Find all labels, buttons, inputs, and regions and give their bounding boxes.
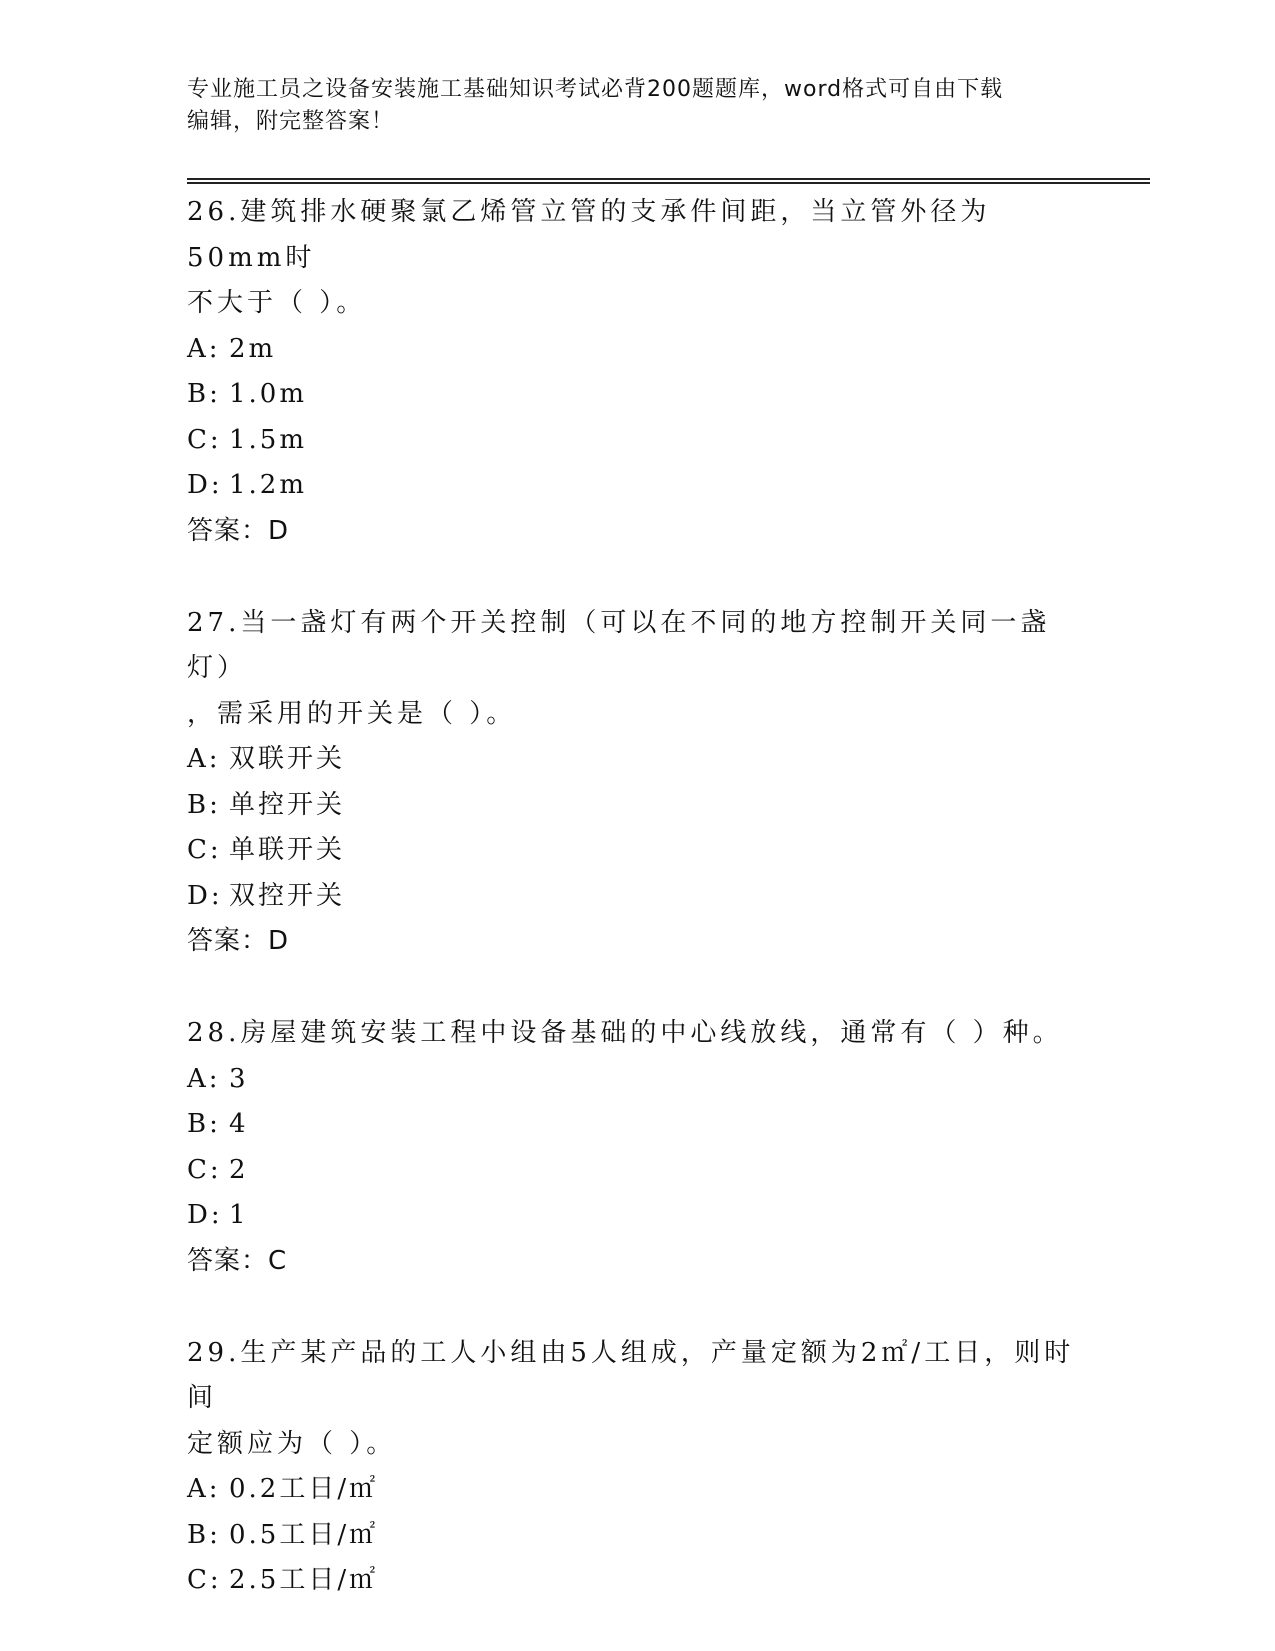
option-letter: C:	[187, 424, 222, 455]
option-letter: A:	[187, 1063, 221, 1094]
option-a	[187, 737, 1087, 783]
question-26	[187, 190, 1087, 554]
answer-line: 答案：D	[187, 926, 290, 956]
option-a	[187, 1467, 1087, 1513]
option-text: 2	[229, 1154, 249, 1185]
option-letter: A:	[187, 744, 221, 774]
option-d	[187, 1193, 1087, 1239]
option-letter: B:	[187, 789, 221, 820]
option-letter: B:	[187, 379, 221, 409]
answer-line: 答案：D	[187, 515, 290, 546]
option-text: 1	[229, 1200, 249, 1230]
option-text: 1.2m	[229, 470, 308, 500]
option-text: 双联开关	[229, 744, 346, 774]
option-letter: C:	[187, 1154, 222, 1185]
question-29	[187, 1331, 1087, 1604]
option-text: 4	[229, 1109, 249, 1139]
option-text: 0.5工日/㎡	[229, 1519, 379, 1550]
option-a	[187, 327, 1087, 373]
option-b	[187, 783, 1087, 829]
option-text: 双控开关	[229, 880, 346, 911]
document-header	[187, 74, 1067, 138]
option-letter: D:	[187, 1200, 223, 1230]
answer-line: 答案：C	[187, 1245, 288, 1276]
option-letter: D:	[187, 880, 223, 911]
option-letter: C:	[187, 835, 222, 865]
option-letter: C:	[187, 1565, 222, 1595]
option-letter: B:	[187, 1519, 221, 1550]
option-text: 单控开关	[229, 789, 346, 820]
option-letter: D:	[187, 470, 223, 500]
option-d	[187, 874, 1087, 920]
option-d	[187, 463, 1087, 509]
question-list	[187, 190, 1087, 1651]
option-text: 1.5m	[229, 424, 308, 455]
header-title-line-1: 专业施工员之设备安装施工基础知识考试必背200题题库，word格式可自由下载	[187, 77, 1004, 102]
question-stem: 不大于（ ）。	[187, 288, 367, 318]
option-c	[187, 1148, 1087, 1194]
question-28	[187, 1011, 1087, 1284]
option-text: 单联开关	[229, 835, 346, 865]
option-c	[187, 1558, 1087, 1604]
option-letter: B:	[187, 1109, 221, 1139]
question-stem: ，需采用的开关是（ ）。	[187, 698, 517, 729]
option-c	[187, 418, 1087, 464]
option-text: 2.5工日/㎡	[229, 1565, 379, 1595]
question-stem: 28.房屋建筑安装工程中设备基础的中心线放线，通常有（ ）种。	[187, 1018, 1063, 1048]
question-stem: 27.当一盏灯有两个开关控制（可以在不同的地方控制开关同一盏灯）	[187, 607, 1051, 683]
option-b	[187, 1102, 1087, 1148]
question-stem: 29.生产某产品的工人小组由5人组成，产量定额为2㎡/工日，则时间	[187, 1337, 1075, 1413]
question-27	[187, 601, 1087, 965]
option-c	[187, 828, 1087, 874]
option-letter: A:	[187, 333, 221, 364]
option-text: 2m	[229, 333, 277, 364]
option-b	[187, 1513, 1087, 1559]
question-stem: 定额应为（ ）。	[187, 1428, 397, 1459]
option-text: 1.0m	[229, 379, 308, 409]
option-b	[187, 372, 1087, 418]
option-letter: A:	[187, 1474, 221, 1504]
option-text: 0.2工日/㎡	[229, 1474, 379, 1504]
option-text: 3	[229, 1063, 249, 1094]
header-title-line-2: 编辑，附完整答案！	[187, 109, 395, 134]
header-divider	[187, 178, 1150, 184]
question-stem: 26.建筑排水硬聚氯乙烯管立管的支承件间距，当立管外径为50mm时	[187, 197, 991, 273]
option-a	[187, 1057, 1087, 1103]
